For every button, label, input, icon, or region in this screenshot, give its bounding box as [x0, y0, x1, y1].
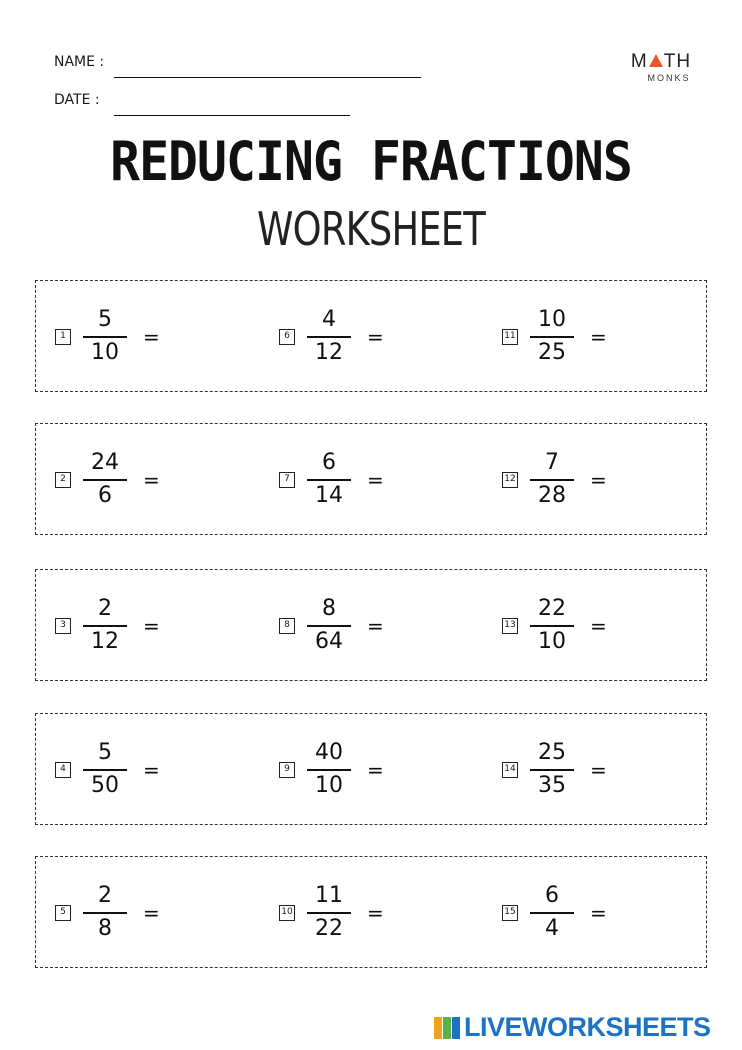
fraction	[307, 307, 351, 366]
fraction-bar	[307, 769, 351, 771]
numerator: 2	[98, 596, 112, 621]
fraction-bar	[530, 336, 574, 338]
fraction	[83, 450, 127, 509]
equals-sign: =	[590, 613, 607, 638]
liveworksheets-brand[interactable]	[434, 1012, 711, 1043]
fraction-bar	[530, 479, 574, 481]
fraction	[83, 307, 127, 366]
fraction-bar	[83, 625, 127, 627]
page-subtitle: WORKSHEET	[257, 202, 485, 256]
problem-9	[279, 740, 384, 799]
denominator: 50	[91, 773, 119, 798]
problem-number: 12	[502, 472, 518, 488]
problem-number: 6	[279, 329, 295, 345]
problem-number: 2	[55, 472, 71, 488]
fraction-bar	[530, 912, 574, 914]
problem-14	[502, 740, 607, 799]
fraction-bar	[83, 912, 127, 914]
numerator: 25	[538, 740, 566, 765]
fraction	[307, 740, 351, 799]
problem-number: 11	[502, 329, 518, 345]
problem-number: 5	[55, 905, 71, 921]
problem-number: 13	[502, 618, 518, 634]
problem-2	[55, 450, 160, 509]
equals-sign: =	[590, 467, 607, 492]
numerator: 24	[91, 450, 119, 475]
fraction	[307, 596, 351, 655]
equals-sign: =	[590, 324, 607, 349]
problem-12	[502, 450, 607, 509]
fraction	[307, 450, 351, 509]
equals-sign: =	[367, 900, 384, 925]
fraction	[530, 450, 574, 509]
fraction	[83, 883, 127, 942]
numerator: 40	[315, 740, 343, 765]
problem-number: 3	[55, 618, 71, 634]
fraction	[307, 883, 351, 942]
fraction-bar	[83, 336, 127, 338]
name-line[interactable]	[114, 77, 421, 78]
denominator: 4	[545, 916, 559, 941]
denominator: 25	[538, 340, 566, 365]
denominator: 6	[98, 483, 112, 508]
equals-sign: =	[367, 613, 384, 638]
numerator: 6	[322, 450, 336, 475]
denominator: 8	[98, 916, 112, 941]
equals-sign: =	[367, 324, 384, 349]
denominator: 35	[538, 773, 566, 798]
logo-triangle-icon	[649, 54, 663, 67]
logo-th: TH	[663, 51, 692, 72]
page-title: REDUCING FRACTIONS	[110, 130, 632, 193]
problem-8	[279, 596, 384, 655]
problem-6	[279, 307, 384, 366]
denominator: 28	[538, 483, 566, 508]
denominator: 22	[315, 916, 343, 941]
numerator: 11	[315, 883, 343, 908]
problem-number: 8	[279, 618, 295, 634]
problem-7	[279, 450, 384, 509]
problem-13	[502, 596, 607, 655]
numerator: 22	[538, 596, 566, 621]
math-monks-logo	[626, 52, 696, 83]
equals-sign: =	[143, 900, 160, 925]
equals-sign: =	[590, 900, 607, 925]
numerator: 6	[545, 883, 559, 908]
numerator: 7	[545, 450, 559, 475]
equals-sign: =	[143, 613, 160, 638]
fraction	[530, 740, 574, 799]
problem-number: 1	[55, 329, 71, 345]
fraction-bar	[307, 479, 351, 481]
date-label: DATE :	[54, 92, 100, 108]
fraction	[83, 596, 127, 655]
logo-monks: MONKS	[647, 73, 691, 83]
problem-number: 4	[55, 762, 71, 778]
problem-11	[502, 307, 607, 366]
name-label: NAME :	[54, 54, 105, 70]
fraction	[530, 596, 574, 655]
fraction	[83, 740, 127, 799]
problem-4	[55, 740, 160, 799]
equals-sign: =	[590, 757, 607, 782]
fraction-bar	[307, 625, 351, 627]
problem-number: 14	[502, 762, 518, 778]
problem-number: 15	[502, 905, 518, 921]
denominator: 64	[315, 629, 343, 654]
equals-sign: =	[367, 757, 384, 782]
equals-sign: =	[143, 324, 160, 349]
fraction	[530, 883, 574, 942]
fraction-bar	[530, 769, 574, 771]
fraction-bar	[307, 912, 351, 914]
problem-number: 9	[279, 762, 295, 778]
fraction-bar	[307, 336, 351, 338]
liveworksheets-text: LIVEWORKSHEETS	[464, 1012, 711, 1042]
problem-5	[55, 883, 160, 942]
numerator: 4	[322, 307, 336, 332]
problem-15	[502, 883, 607, 942]
equals-sign: =	[143, 467, 160, 492]
denominator: 10	[91, 340, 119, 365]
denominator: 12	[91, 629, 119, 654]
fraction-bar	[530, 625, 574, 627]
numerator: 8	[322, 596, 336, 621]
denominator: 10	[315, 773, 343, 798]
fraction-bar	[83, 479, 127, 481]
problem-1	[55, 307, 160, 366]
denominator: 14	[315, 483, 343, 508]
date-line[interactable]	[114, 115, 350, 116]
fraction-bar	[83, 769, 127, 771]
numerator: 5	[98, 307, 112, 332]
logo-m: M	[630, 51, 648, 72]
numerator: 5	[98, 740, 112, 765]
liveworksheets-icon	[434, 1015, 460, 1041]
problem-number: 10	[279, 905, 295, 921]
problem-3	[55, 596, 160, 655]
equals-sign: =	[143, 757, 160, 782]
fraction	[530, 307, 574, 366]
denominator: 12	[315, 340, 343, 365]
problem-10	[279, 883, 384, 942]
numerator: 10	[538, 307, 566, 332]
numerator: 2	[98, 883, 112, 908]
equals-sign: =	[367, 467, 384, 492]
denominator: 10	[538, 629, 566, 654]
problem-number: 7	[279, 472, 295, 488]
